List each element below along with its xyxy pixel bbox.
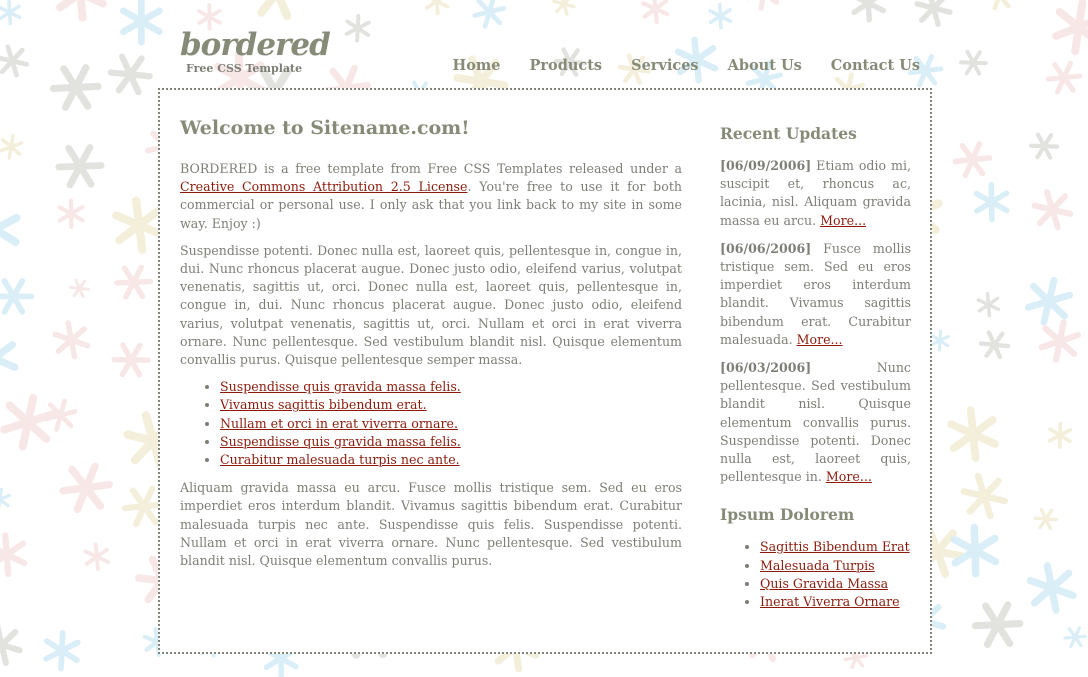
background-asterisk	[0, 535, 24, 574]
update-date: [06/06/2006]	[720, 240, 812, 256]
list-link[interactable]: Suspendisse quis gravida massa felis.	[220, 379, 461, 395]
background-asterisk	[0, 489, 9, 509]
background-asterisk	[58, 0, 103, 18]
recent-updates-heading: Recent Updates	[720, 124, 857, 143]
background-asterisk	[964, 476, 1005, 516]
menu-item-home[interactable]: Home	[452, 57, 501, 74]
background-asterisk	[70, 280, 88, 297]
background-asterisk	[975, 605, 1019, 645]
intro-paragraph	[180, 160, 682, 233]
background-asterisk	[426, 0, 448, 13]
intro-text: BORDERED is a free template from Free CSS Templates released under a	[180, 161, 682, 176]
sidebar	[720, 123, 911, 611]
background-asterisk	[917, 0, 950, 24]
body-paragraph: Suspendisse potenti. Donec nulla est, laoreet quis, pellentesque in, congue in, dui. Nunc rhoncus placerat augue. Donec justo odio, eleifend varius, volutpat venenatis, sagittis ut, orci. Donec nulla est, laoreet quis, pellentesque in, congue in, dui. Nunc rhoncus placerat augue. Donec justo odio, eleifend varius, volutpat venenatis, sagittis ut, orci. Nullam et orci in erat viverra ornare. Nunc pellentesque. Sed vestibulum blandit nisl. Quisque elementum convallis purus. Quisque pellentesque semper massa.	[180, 242, 682, 368]
background-asterisk	[976, 185, 1006, 220]
link-list	[180, 378, 682, 469]
sidebar-link[interactable]: Malesuada Turpis	[760, 557, 875, 573]
background-asterisk	[116, 200, 162, 250]
update-item	[720, 157, 911, 230]
sidebar-link[interactable]: Inerat Viverra Ornare	[760, 594, 900, 610]
menu-item-about-us[interactable]: About Us	[727, 57, 802, 74]
background-asterisk	[347, 16, 369, 41]
background-asterisk	[1048, 63, 1079, 92]
background-asterisk	[0, 47, 27, 75]
more-link[interactable]: More...	[820, 212, 867, 228]
background-asterisk	[59, 148, 101, 185]
background-asterisk	[0, 205, 17, 254]
background-asterisk	[251, 0, 302, 16]
list-item	[220, 378, 682, 396]
closing-paragraph: Aliquam gravida massa eu arcu. Fusce mollis tristique sem. Sed eu eros imperdiet eros interdum blandit. Vivamus sagittis bibendum erat. Curabitur malesuada turpis nec ante. Suspendisse quis felis. Suspendisse potenti. Nullam et orci in erat viverra ornare. Nunc pellentesque. Sed vestibulum blandit nisl. Quisque elementum convallis purus.	[180, 480, 682, 569]
list-item	[760, 557, 911, 575]
background-asterisk	[46, 633, 78, 669]
license-link[interactable]: Creative Commons Attribution 2.5 License	[180, 179, 468, 195]
background-asterisk	[114, 345, 148, 375]
update-date: [06/09/2006]	[720, 158, 812, 173]
background-asterisk	[955, 144, 989, 175]
background-asterisk	[0, 281, 31, 312]
background-asterisk	[554, 0, 574, 14]
background-asterisk	[853, 0, 883, 20]
list-link[interactable]: Curabitur malesuada turpis nec ante.	[220, 452, 460, 468]
logo-tagline: Free CSS Template	[186, 62, 303, 75]
background-asterisk	[1050, 424, 1071, 447]
ipsum-dolorem-heading: Ipsum Dolorem	[720, 505, 855, 525]
background-asterisk	[748, 0, 779, 8]
page-title: Welcome to Sitename.com!	[180, 117, 470, 139]
background-asterisk	[954, 527, 995, 573]
background-asterisk	[63, 466, 109, 509]
intro-text-end: . You're free to use it for both commercial or personal use. I only ask that you link back to my site in some way. Enjoy :)	[180, 179, 682, 231]
background-asterisk	[53, 68, 97, 108]
list-item	[220, 451, 682, 469]
list-item	[760, 593, 911, 611]
sidebar-link[interactable]: Sagittis Bibendum Erat	[760, 539, 910, 555]
background-asterisk	[1034, 192, 1070, 227]
ipsum-link-list	[720, 538, 911, 611]
background-asterisk	[0, 626, 20, 663]
background-asterisk	[951, 410, 995, 458]
sidebar-link[interactable]: Quis Gravida Massa	[760, 575, 889, 591]
background-asterisk	[981, 332, 1008, 357]
background-asterisk	[1031, 135, 1057, 158]
logo-title[interactable]: bordered	[180, 27, 330, 63]
list-item	[220, 415, 682, 433]
update-date: [06/03/2006]	[720, 360, 812, 376]
list-link[interactable]: Nullam et orci in erat viverra ornare.	[220, 415, 458, 431]
background-asterisk	[1065, 628, 1085, 646]
background-asterisk	[1056, 3, 1088, 51]
background-asterisk	[710, 5, 730, 28]
background-asterisk	[1030, 566, 1073, 610]
background-asterisk	[1, 136, 22, 158]
list-item	[760, 575, 911, 593]
background-asterisk	[86, 544, 108, 569]
more-link[interactable]: More...	[796, 331, 843, 347]
update-item	[720, 240, 911, 349]
background-asterisk	[961, 52, 986, 74]
main-menu	[453, 57, 920, 74]
background-asterisk	[931, 331, 948, 350]
list-link[interactable]: Suspendisse quis gravida massa felis.	[220, 433, 461, 449]
main-content	[180, 114, 682, 579]
menu-item-products[interactable]: Products	[529, 57, 603, 74]
background-asterisk	[1042, 322, 1078, 360]
background-asterisk	[111, 57, 150, 93]
background-asterisk	[0, 1, 20, 23]
background-asterisk	[0, 336, 15, 381]
menu-item-services[interactable]: Services	[631, 57, 699, 74]
site-logo[interactable]	[180, 26, 330, 75]
background-asterisk	[979, 294, 999, 316]
update-text: Etiam odio mi, suscipit et, rhoncus ac, lacinia, nisl. Aliquam gravida massa eu arcu.	[720, 158, 911, 228]
list-link[interactable]: Vivamus sagittis bibendum erat.	[220, 397, 427, 413]
list-item	[220, 396, 682, 414]
more-link[interactable]: More...	[825, 469, 872, 485]
list-item	[220, 433, 682, 451]
background-asterisk	[1035, 509, 1056, 528]
background-asterisk	[55, 323, 87, 357]
background-asterisk	[4, 398, 51, 447]
background-asterisk	[60, 201, 83, 227]
background-asterisk	[1028, 280, 1069, 322]
update-item	[720, 359, 911, 486]
menu-item-contact-us[interactable]: Contact Us	[830, 57, 920, 74]
background-asterisk	[475, 0, 504, 26]
background-asterisk	[123, 0, 159, 42]
update-text: Nunc pellentesque. Sed vestibulum blandit nisl. Quisque elementum convallis purus. Suspendisse potenti. Donec nulla est, laoreet quis, pellentesque in.	[720, 360, 911, 485]
background-asterisk	[643, 0, 667, 22]
background-asterisk	[117, 267, 151, 297]
background-asterisk	[986, 0, 1013, 8]
update-text: Fusce mollis tristique sem. Sed eu eros imperdiet eros interdum blandit. Vivamus sagittis bibendum erat. Curabitur malesuada.	[720, 240, 911, 347]
list-item	[760, 538, 911, 556]
content-box	[158, 88, 932, 654]
